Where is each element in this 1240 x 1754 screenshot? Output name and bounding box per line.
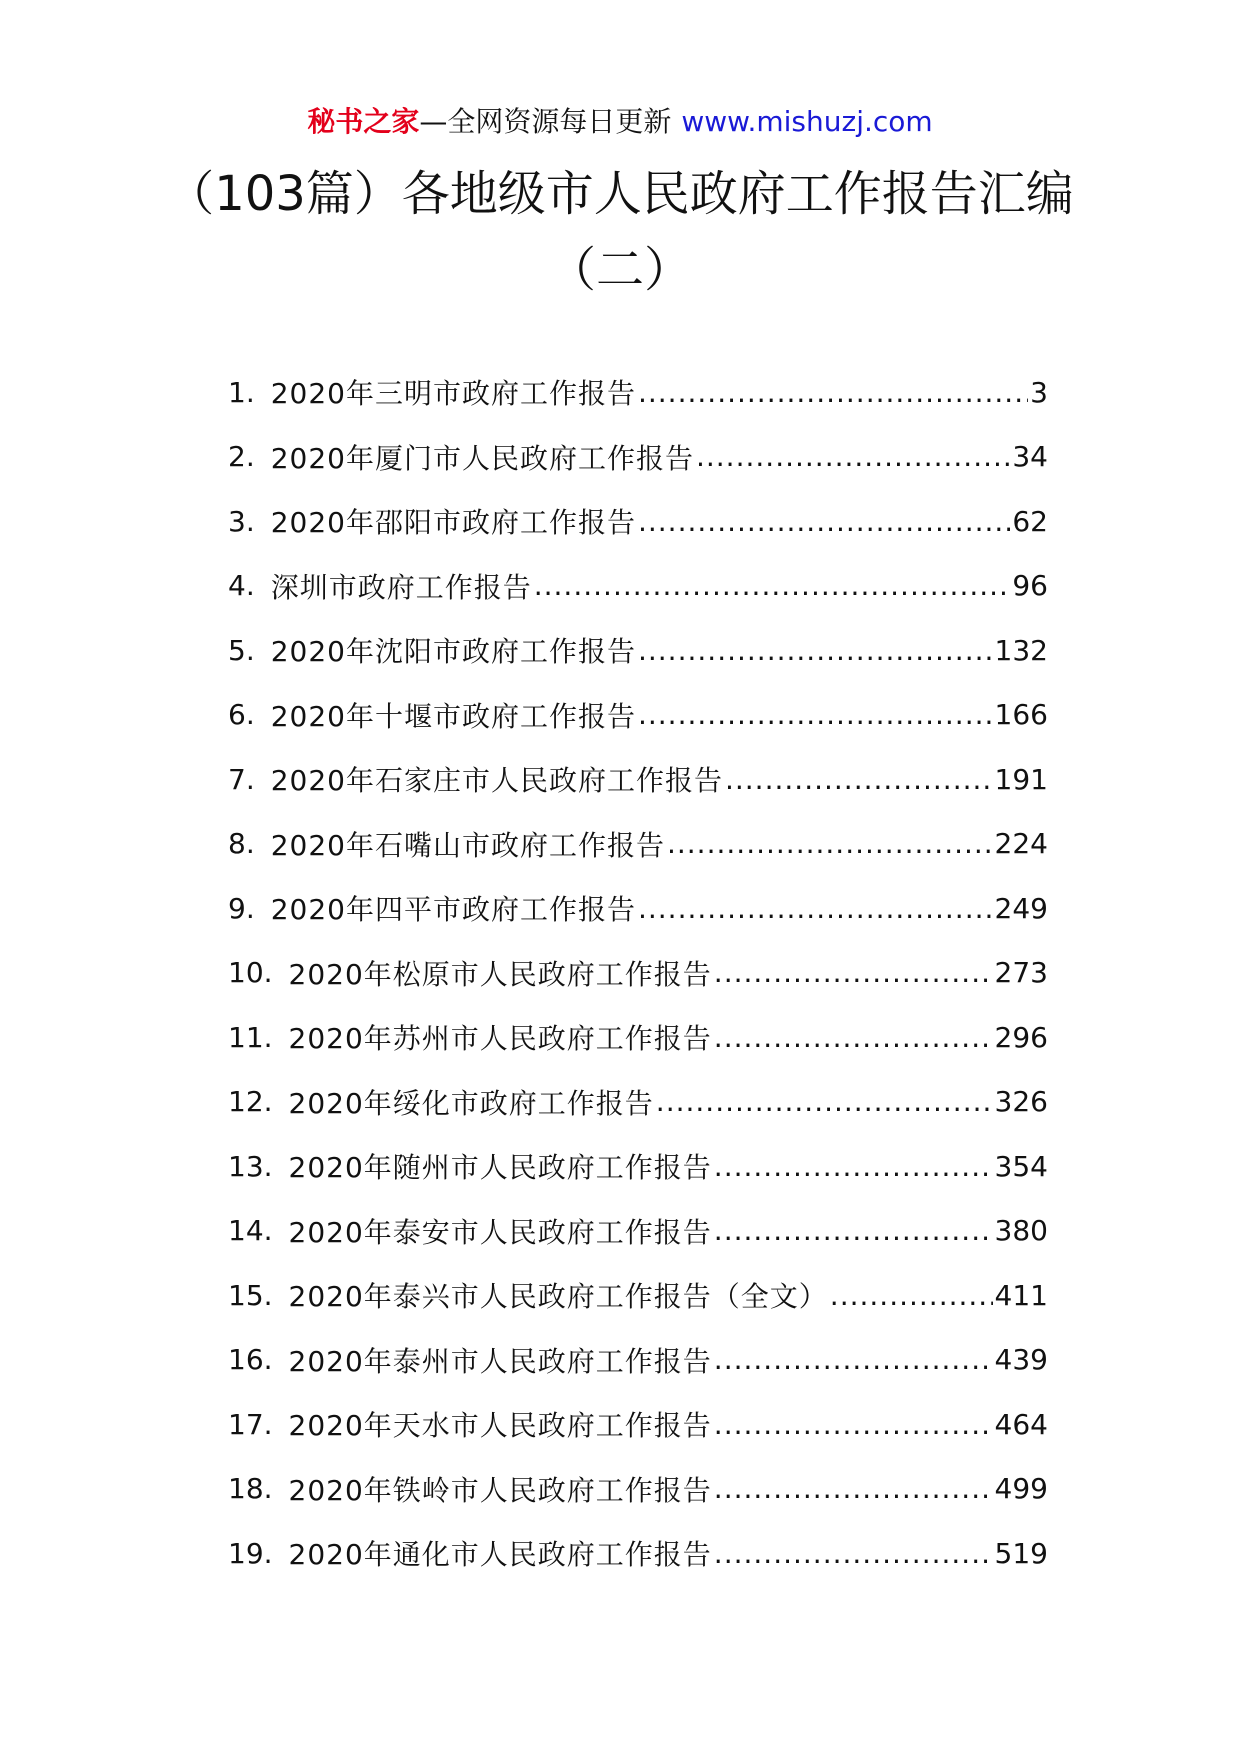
toc-entry-title: 2020年铁岭市人民政府工作报告 [288,1473,712,1507]
toc-entry-title: 2020年沈阳市政府工作报告 [270,635,636,669]
toc-entry-page-number: 411 [994,1278,1048,1312]
toc-entry-number: 11. [228,1020,273,1054]
toc-entry[interactable] [228,554,1048,619]
toc-entry[interactable] [228,1521,1048,1586]
toc-entry-number: 8. [228,827,255,861]
toc-dot-leader [638,634,993,667]
toc-entry-page-number: 249 [994,891,1048,925]
toc-entry-title: 2020年泰安市人民政府工作报告 [288,1215,712,1249]
toc-entry-page-number: 380 [994,1214,1048,1248]
toc-entry-page-number: 191 [994,762,1048,796]
toc-entry-number: 3. [228,504,255,538]
toc-entry-title: 2020年松原市人民政府工作报告 [288,957,712,991]
site-url-link[interactable]: www.mishuzj.com [681,105,933,138]
toc-entry[interactable] [228,1199,1048,1264]
toc-entry-number: 13. [228,1149,273,1183]
toc-dot-leader [714,1021,993,1054]
toc-entry-title: 2020年苏州市人民政府工作报告 [288,1022,712,1056]
toc-entry-title: 2020年厦门市人民政府工作报告 [270,441,694,475]
toc-entry-number: 14. [228,1214,273,1248]
toc-dot-leader [714,956,993,989]
toc-dot-leader [656,1085,993,1118]
toc-entry[interactable] [228,747,1048,812]
toc-entry-title: 2020年泰州市人民政府工作报告 [288,1344,712,1378]
toc-entry-title: 2020年绥化市政府工作报告 [288,1086,654,1120]
toc-entry-title: 2020年石家庄市人民政府工作报告 [270,764,723,798]
toc-entry-title: 2020年石嘴山市政府工作报告 [270,828,665,862]
toc-entry-page-number: 464 [994,1407,1048,1441]
brand-name: 秘书之家 [307,105,420,138]
toc-dot-leader [830,1279,993,1312]
toc-entry-number: 12. [228,1085,273,1119]
toc-entry-title: 2020年三明市政府工作报告 [270,377,636,411]
site-banner [0,100,1240,144]
toc-entry-number: 4. [228,569,255,603]
toc-entry-page-number: 519 [994,1536,1048,1570]
toc-entry-number: 10. [228,956,273,990]
toc-entry-number: 2. [228,440,255,474]
toc-dot-leader [714,1472,993,1505]
toc-entry-page-number: 273 [994,956,1048,990]
toc-entry-title: 2020年泰兴市人民政府工作报告（全文） [288,1280,828,1314]
toc-entry-number: 9. [228,891,255,925]
banner-slogan: —全网资源每日更新 [419,105,672,138]
toc-dot-leader [534,569,1011,602]
toc-entry[interactable] [228,1134,1048,1199]
toc-entry-title: 2020年邵阳市政府工作报告 [270,506,636,540]
toc-entry-title: 深圳市政府工作报告 [270,570,532,604]
toc-entry-page-number: 166 [994,698,1048,732]
toc-entry[interactable] [228,1005,1048,1070]
toc-entry-page-number: 499 [994,1472,1048,1506]
toc-entry-number: 18. [228,1472,273,1506]
toc-entry-page-number: 224 [994,827,1048,861]
toc-dot-leader [714,1214,993,1247]
toc-entry-page-number: 96 [1012,569,1048,603]
toc-entry-page-number: 354 [994,1149,1048,1183]
toc-dot-leader [638,698,993,731]
toc-entry[interactable] [228,425,1048,490]
toc-dot-leader [667,827,993,860]
toc-entry-page-number: 62 [1012,504,1048,538]
toc-entry[interactable] [228,1070,1048,1135]
toc-entry-title: 2020年随州市人民政府工作报告 [288,1151,712,1185]
toc-entry[interactable] [228,489,1048,554]
toc-entry-title: 2020年四平市政府工作报告 [270,893,636,927]
toc-entry-page-number: 3 [1030,375,1048,409]
toc-entry[interactable] [228,1263,1048,1328]
toc-entry-page-number: 34 [1012,440,1048,474]
toc-dot-leader [696,440,1010,473]
toc-dot-leader [714,1537,993,1570]
toc-entry-page-number: 439 [994,1343,1048,1377]
toc-entry-title: 2020年天水市人民政府工作报告 [288,1409,712,1443]
toc-dot-leader [714,1408,993,1441]
toc-entry[interactable] [228,1457,1048,1522]
toc-entry[interactable] [228,1328,1048,1393]
toc-entry-number: 7. [228,762,255,796]
toc-entry[interactable] [228,812,1048,877]
toc-entry-number: 6. [228,698,255,732]
toc-entry-number: 5. [228,633,255,667]
toc-entry-number: 1. [228,375,255,409]
toc-entry[interactable] [228,360,1048,425]
toc-dot-leader [714,1150,993,1183]
toc-entry-page-number: 296 [994,1020,1048,1054]
toc-entry-number: 15. [228,1278,273,1312]
toc-entry[interactable] [228,618,1048,683]
toc-entry[interactable] [228,941,1048,1006]
toc-entry-number: 16. [228,1343,273,1377]
toc-dot-leader [638,376,1028,409]
toc-dot-leader [638,892,993,925]
toc-entry-title: 2020年十堰市政府工作报告 [270,699,636,733]
toc-dot-leader [714,1343,993,1376]
toc-entry-page-number: 326 [994,1085,1048,1119]
toc-entry-page-number: 132 [994,633,1048,667]
toc-entry[interactable] [228,683,1048,748]
toc-dot-leader [638,505,1010,538]
toc-entry-number: 17. [228,1407,273,1441]
toc-entry-number: 19. [228,1536,273,1570]
toc-entry-title: 2020年通化市人民政府工作报告 [288,1538,712,1572]
table-of-contents [228,360,1048,1586]
document-title: （103篇）各地级市人民政府工作报告汇编（二） [166,166,1074,298]
toc-entry[interactable] [228,876,1048,941]
toc-entry[interactable] [228,1392,1048,1457]
toc-dot-leader [725,763,993,796]
